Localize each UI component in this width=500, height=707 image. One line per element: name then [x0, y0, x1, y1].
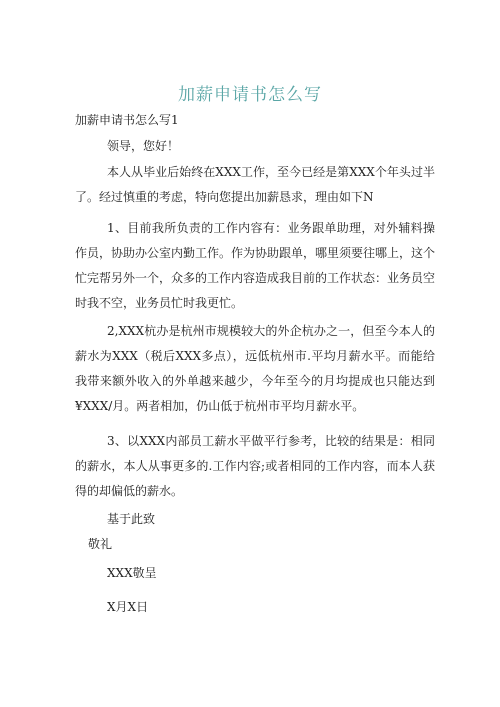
paragraph-point-1: 1、目前我所负责的工作内容有：业务跟单助理，对外辅料操作员，协助办公室内勤工作。作为协助跟单，哪里须要往哪上，这个忙完帮另外一个，众多的工作内容造成我目前的工作状态：业务员空时我不空，业务员忙时我更忙。: [75, 221, 436, 310]
paragraph-point-3: 3、以XXX内部员工薪水平做平行参考，比较的结果是：相同的薪水，本人从事更多的.工作内容;或者相同的工作内容，而本人获得的却偏低的薪水。: [75, 434, 435, 498]
salutation: 领导，您好！: [107, 139, 180, 153]
closing-line: 基于此致: [107, 512, 156, 526]
paragraph-point-2: 2,XXX杭办是杭州市规模较大的外企杭办之一，但至今本人的薪水为XXX（税后XXX多点），远低杭州市.平均月薪水平。而能给我带来额外收入的外单越来越少，今年至今的月均提成也只能达到¥XXX/月。两者相加，仍山低于杭州市平均月薪水平。: [75, 324, 435, 413]
signature-line: XXX敬呈: [107, 566, 157, 580]
date-line: X月X日: [107, 600, 149, 614]
paragraph-intro: 本人从毕业后始终在XXX工作，至今已经是第XXX个年头过半了。经过慎重的考虑，特向您提出加薪恳求，理由如下N: [75, 165, 435, 204]
document-title: 加薪申请书怎么写: [178, 85, 322, 105]
document-subtitle: 加薪申请书怎么写1: [75, 113, 179, 127]
regards-line: 敬礼: [88, 537, 113, 551]
